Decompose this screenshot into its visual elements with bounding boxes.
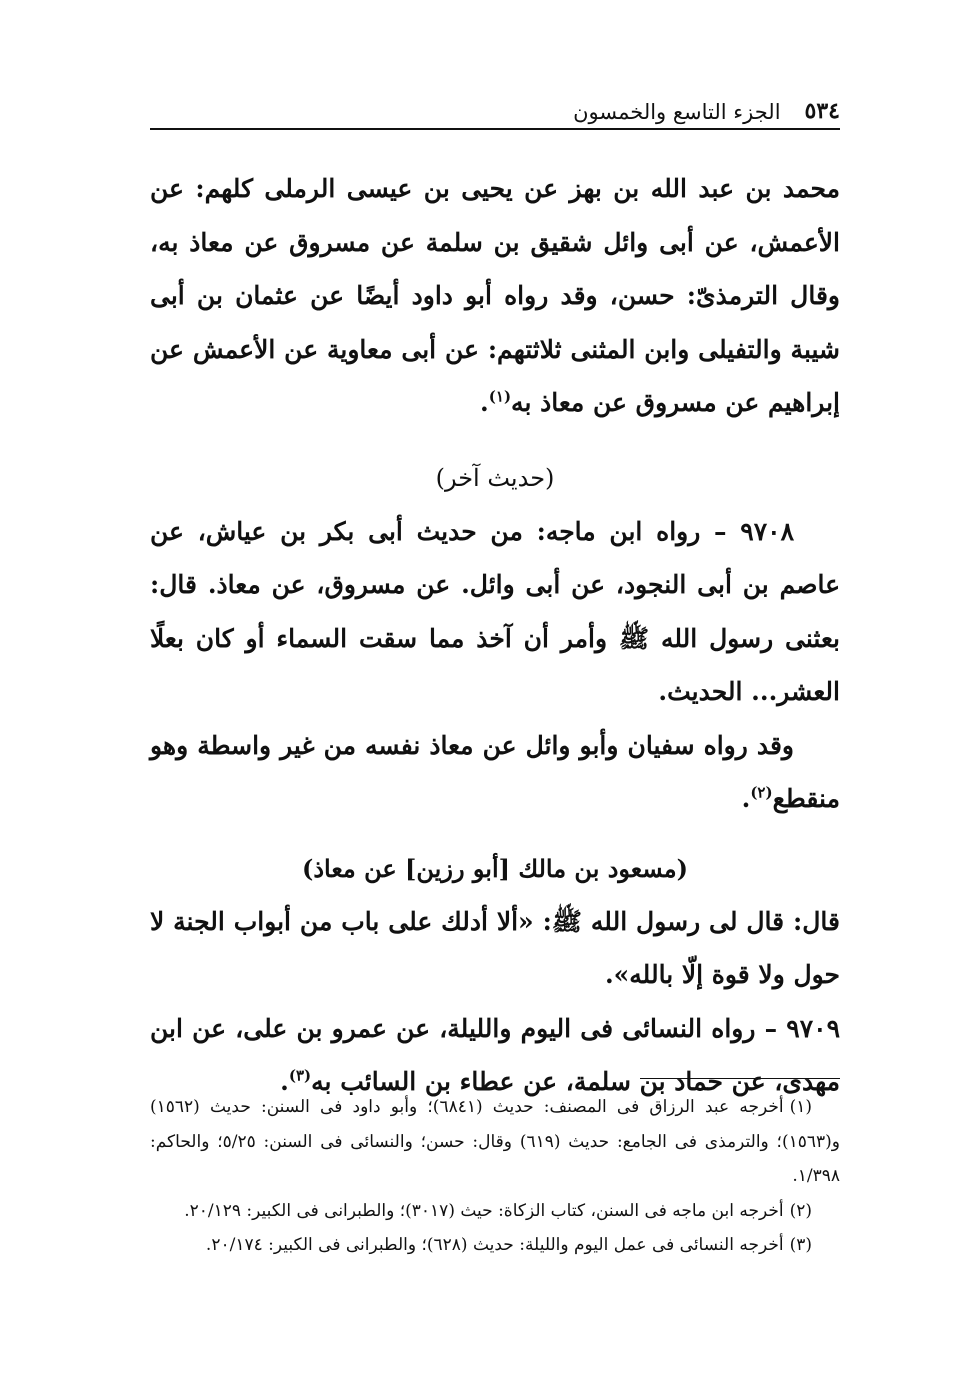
spacer <box>150 430 840 452</box>
footnote-text: أخرجه النسائى فى عمل اليوم والليلة: حديث (٦٢٨)؛ والطبرانى فى الكبير: ٢٠/١٧٤. <box>205 1235 784 1255</box>
main-text <box>150 162 840 1109</box>
footnote-number: (٢) <box>789 1200 812 1221</box>
footnote-ref-3: (٣) <box>288 1066 312 1085</box>
footnotes <box>150 1090 840 1263</box>
header-rule <box>150 128 840 130</box>
footnote-1 <box>150 1090 840 1194</box>
paragraph-1-text: محمد بن عبد الله بن بهز عن يحيى بن عيسى الرملى كلهم: عن الأعمش، عن أبى وائل شقيق بن سلمة عن مسروق عن معاذ به، وقال الترمذىّ: حسن، وقد رواه أبو داود أيضًا عن عثمان بن أبى شيبة والتفيلى وابن المثنى ثلاثتهم: عن أبى معاوية عن الأعمش عن إبراهيم عن مسروق عن معاذ به <box>150 174 840 417</box>
footnote-text: أخرجه عبد الرزاق فى المصنف: حديث (٦٨٤١)؛ وأبو داود فى السنن: حديث (١٥٦٢) و(١٥٦٣)؛ والترمذى فى الجامع: حديث (٦١٩) وقال: حسن؛ والنسائى فى السنن: ٥/٢٥؛ والحاكم: ١/٣٩٨. <box>150 1097 840 1186</box>
paragraph-hadith-9708: ٩٧٠٨ – رواه ابن ماجه: من حديث أبى بكر بن عياش، عن عاصم بن أبى النجود، عن أبى وائل. عن مسروق، عن معاذ. قال: بعثنى رسول الله ﷺ وأمر أن آخذ مما سقت السماء أو كان بعلًا العشر... الحديث. <box>150 516 840 706</box>
section-heading-2: (مسعود بن مالك [أبو رزين] عن معاذ) <box>301 853 689 883</box>
paragraph-5-text: ٩٧٠٩ – رواه النسائى فى اليوم والليلة، عن عمرو بن على، عن ابن مهدى، عن حماد بن سلمة، عن عطاء بن السائب به <box>150 1013 840 1096</box>
footnote-ref-2: (٢) <box>750 783 773 802</box>
footnote-number: (١) <box>789 1097 812 1117</box>
footnote-text: أخرجه ابن ماجه فى السنن، كتاب الزكاة: حيث (٣٠١٧)؛ والطبرانى فى الكبير: ٢٠/١٢٩. <box>184 1200 784 1221</box>
footnote-3 <box>150 1228 840 1263</box>
page-number: ٥٣٤ <box>804 98 840 124</box>
paragraph-4: قال: قال لى رسول الله ﷺ: «ألا أدلك على باب من أبواب الجنة لا حول ولا قوة إلّا بالله». <box>150 906 840 989</box>
paragraph-3 <box>150 719 840 826</box>
running-header <box>150 84 840 124</box>
paragraph-3-text: وقد رواه سفيان وأبو وائل عن معاذ نفسه من غير واسطة وهو منقطع <box>150 730 840 813</box>
footnote-ref-1: (١) <box>488 387 512 406</box>
spacer <box>150 826 840 842</box>
paragraph-3-end: . <box>741 784 751 813</box>
section-heading-1: (حديث آخر) <box>435 463 555 492</box>
paragraph-1 <box>150 162 840 430</box>
running-title: الجزء التاسع والخمسون <box>573 100 781 124</box>
footnote-rule <box>640 1078 840 1079</box>
paragraph-5-end: . <box>280 1067 289 1096</box>
footnote-number: (٣) <box>789 1235 812 1255</box>
footnote-2 <box>150 1194 840 1229</box>
paragraph-1-end: . <box>480 388 489 417</box>
